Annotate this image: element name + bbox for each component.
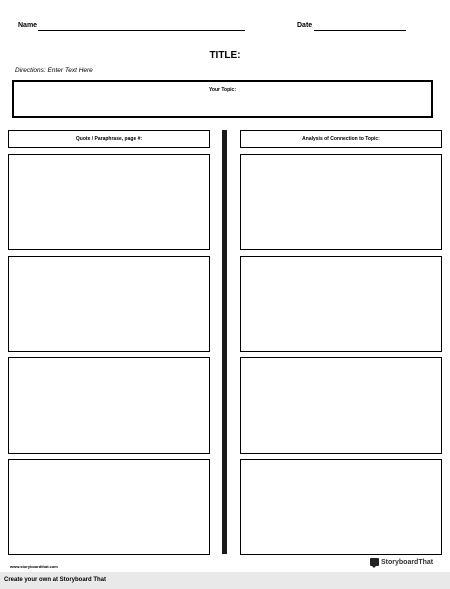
analysis-cell-3[interactable] [240, 357, 442, 454]
brand-text: StoryboardThat [381, 558, 434, 566]
page-title: TITLE: [209, 50, 241, 61]
topic-box[interactable] [12, 80, 433, 118]
quote-cell-3[interactable] [8, 357, 210, 454]
quote-cell-4[interactable] [8, 459, 210, 555]
brand-logo [370, 558, 433, 566]
directions-text: Directions: Enter Text Here [15, 67, 93, 74]
site-url: www.storyboardthat.com [10, 564, 58, 569]
name-line[interactable] [38, 30, 245, 31]
date-label: Date [297, 22, 313, 29]
storyboard-icon [370, 558, 379, 566]
quote-cell-1[interactable] [8, 154, 210, 250]
footer-caption: Create your own at Storyboard That [4, 577, 107, 583]
quote-cell-2[interactable] [8, 256, 210, 352]
name-label: Name [18, 22, 38, 29]
analysis-cell-1[interactable] [240, 154, 442, 250]
date-line[interactable] [314, 30, 406, 31]
quote-column-header: Quote / Paraphrase, page #: [8, 130, 210, 148]
topic-label: Your Topic: [208, 87, 237, 93]
column-divider [222, 130, 227, 554]
analysis-cell-4[interactable] [240, 459, 442, 555]
analysis-cell-2[interactable] [240, 256, 442, 352]
analysis-column-header: Analysis of Connection to Topic: [240, 130, 442, 148]
